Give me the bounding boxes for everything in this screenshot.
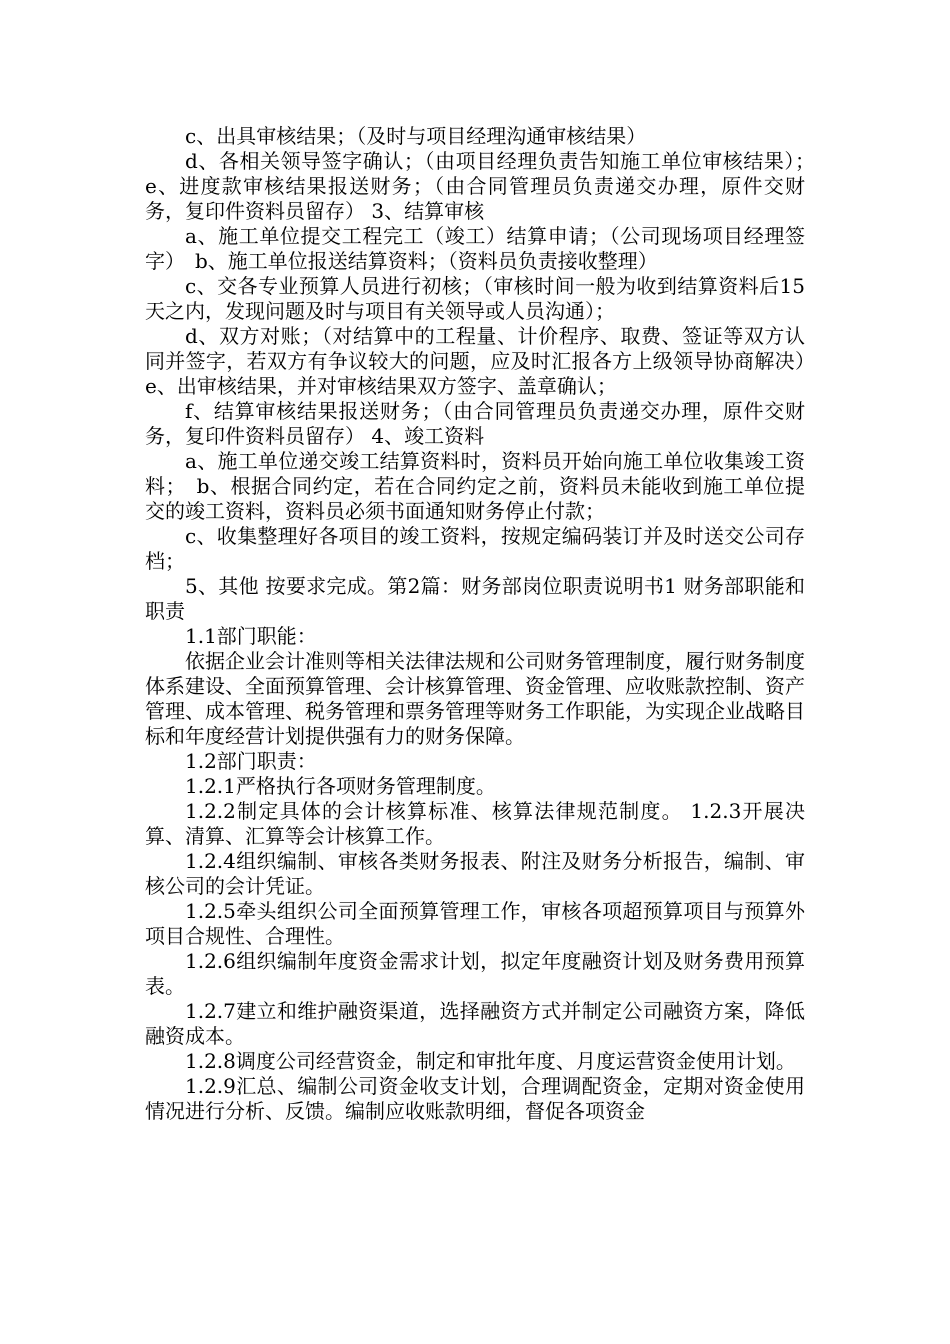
paragraph-3: a、施工单位提交工程完工（竣工）结算申请；（公司现场项目经理签字） b、施工单位报送结算资料；（资料员负责接收整理）	[145, 224, 805, 273]
paragraph-11: 1.2.1严格执行各项财务管理制度。	[185, 774, 496, 798]
paragraph-18: 1.2.9汇总、编制公司资金收支计划，合理调配资金，定期对资金使用情况进行分析、反馈。编制应收账款明细，督促各项资金	[145, 1074, 805, 1123]
paragraph-4: c、交各专业预算人员进行初核；（审核时间一般为收到结算资料后15天之内，发现问题及时与项目有关领导或人员沟通）；	[145, 274, 805, 323]
paragraph-7: a、施工单位递交竣工结算资料时，资料员开始向施工单位收集竣工资料； b、根据合同约定，若在合同约定之前，资料员未能收到施工单位提交的竣工资料，资料员必须书面通知财务停止付款；	[145, 449, 805, 523]
paragraph-13: 1.2.4组织编制、审核各类财务报表、附注及财务分析报告，编制、审核公司的会计凭证。	[145, 849, 805, 898]
paragraph-14: 1.2.5牵头组织公司全面预算管理工作，审核各项超预算项目与预算外项目合规性、合理性。	[145, 899, 805, 948]
paragraph-1: c、出具审核结果；（及时与项目经理沟通审核结果）	[185, 124, 647, 148]
paragraph-2: d、各相关领导签字确认；（由项目经理负责告知施工单位审核结果）； e、进度款审核结果报送财务；（由合同管理员负责递交办理，原件交财务，复印件资料员留存） 3、结算审核	[145, 149, 825, 223]
paragraph-8: c、收集整理好各项目的竣工资料，按规定编码装订并及时送交公司存档；	[145, 524, 805, 573]
document-body	[145, 124, 825, 1124]
paragraph-16: 1.2.7建立和维护融资渠道，选择融资方式并制定公司融资方案，降低融资成本。	[145, 999, 805, 1048]
section-heading-1-1: 1.1部门职能：	[185, 624, 317, 648]
paragraph-12: 1.2.2制定具体的会计核算标准、核算法律规范制度。 1.2.3开展决算、清算、汇算等会计核算工作。	[145, 799, 805, 848]
paragraph-10: 依据企业会计准则等相关法律法规和公司财务管理制度，履行财务制度体系建设、全面预算管理、会计核算管理、资金管理、应收账款控制、资产管理、成本管理、税务管理和票务管理等财务工作职能，为实现企业战略目标和年度经营计划提供强有力的财务保障。	[145, 649, 805, 748]
paragraph-15: 1.2.6组织编制年度资金需求计划，拟定年度融资计划及财务费用预算表。	[145, 949, 805, 998]
paragraph-5: d、双方对账；（对结算中的工程量、计价程序、取费、签证等双方认同并签字，若双方有争议较大的问题，应及时汇报各方上级领导协商解决） e、出审核结果，并对审核结果双方签字、盖章确认；	[145, 324, 825, 398]
paragraph-9: 5、其他 按要求完成。第2篇：财务部岗位职责说明书1 财务部职能和职责	[145, 574, 805, 623]
section-heading-1-2: 1.2部门职责：	[185, 749, 317, 773]
paragraph-17: 1.2.8调度公司经营资金，制定和审批年度、月度运营资金使用计划。	[185, 1049, 796, 1073]
paragraph-6: f、结算审核结果报送财务；（由合同管理员负责递交办理，原件交财务，复印件资料员留存） 4、竣工资料	[145, 399, 805, 448]
